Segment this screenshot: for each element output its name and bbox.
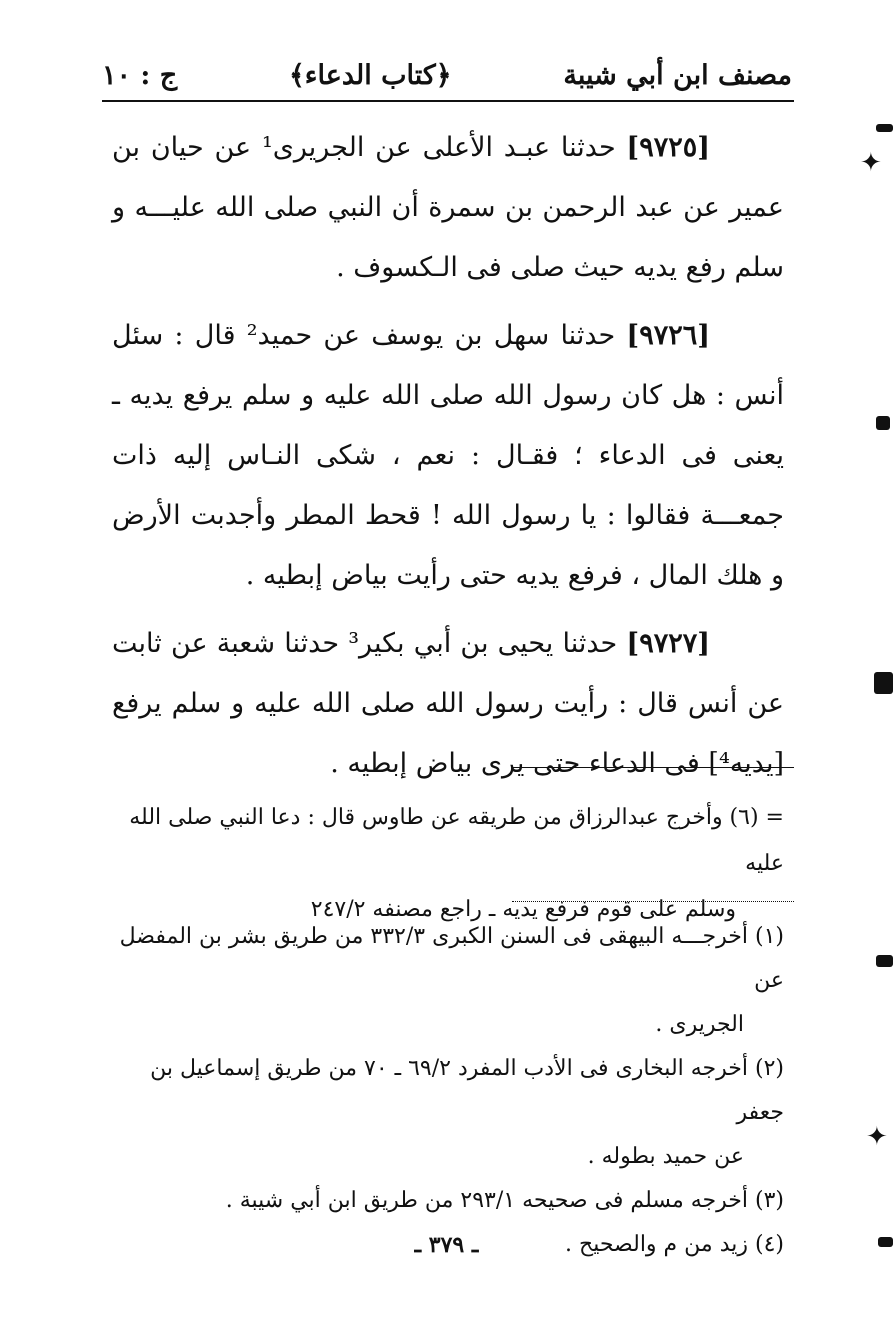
hadith-text: حدثنا يحيى بن أبي بكير³ حدثنا شعبة عن ثابت عن أنس قال : رأيت رسول الله صلى الله عليه و سلم يرفع [يديه⁴] فى الدعاء حتى يرى بياض إبطيه . — [112, 628, 784, 779]
continued-footnote-line: = (٦) وأخرج عبدالرزاق من طريقه عن طاوس قال : دعا النبي صلى الله عليه — [129, 805, 784, 876]
scan-cross-icon: ✦ — [866, 1122, 888, 1152]
footnote-line: (١) أخرجـــه البيهقى فى السنن الكبرى ٣٣٢/٣ من طريق بشر بن المفضل عن — [119, 924, 784, 993]
scan-artifact — [874, 672, 893, 694]
hadith-number: [٩٧٢٦] — [626, 320, 710, 351]
footnote-line: عن حميد بطوله . — [587, 1144, 744, 1169]
volume-number: ج : ١٠ — [102, 59, 178, 91]
hadith-paragraph — [112, 306, 784, 606]
hadith-number: [٩٧٢٧] — [626, 628, 710, 659]
footnote-line: الجريرى . — [655, 1012, 744, 1037]
scan-artifact — [878, 1237, 893, 1247]
continued-footnote-line: وسلم على قوم فرفع يديه ـ راجع مصنفه ٢٤٧/٢ — [310, 897, 736, 922]
footnote — [112, 915, 784, 1047]
hadith-text: حدثنا عبـد الأعلى عن الجريرى¹ عن حيان بن عمير عن عبد الرحمن بن سمرة أن النبي صلى الله عليـــه و سلم رفع يديه حيث صلى فى الـكسوف . — [112, 132, 784, 283]
footnote — [112, 1179, 784, 1223]
running-header — [102, 50, 792, 100]
scan-artifact — [876, 955, 893, 967]
scan-artifact — [876, 416, 890, 430]
scan-artifact — [876, 124, 893, 132]
hadith-text: حدثنا سهل بن يوسف عن حميد² قال : سئل أنس : هل كان رسول الله صلى الله عليه و سلم يرفع يديه ـ يعنى فى الدعاء ؛ فقـال : نعم ، شكى النـاس إليه ذات جمعـــة فقالوا : يا رسول الله ! قحط المطر وأجدبت الأرض و هلك المال ، فرفع يديه حتى رأيت بياض إبطيه . — [112, 320, 785, 591]
footnote-separator — [512, 767, 794, 768]
scan-cross-icon: ✦ — [860, 148, 882, 178]
footnote-line: (٣) أخرجه مسلم فى صحيحه ٢٩٣/١ من طريق ابن أبي شيبة . — [225, 1188, 784, 1213]
chapter-title: ﴿كتاب الدعاء﴾ — [288, 59, 452, 91]
main-text — [112, 118, 784, 802]
continued-footnote — [112, 795, 784, 933]
footnote — [112, 1047, 784, 1179]
hadith-paragraph — [112, 118, 784, 298]
footnote-dotted-separator — [512, 901, 794, 902]
page-number: ـ ٣٧٩ ـ — [414, 1232, 479, 1258]
book-title: مصنف ابن أبي شيبة — [563, 59, 792, 91]
footnotes — [112, 915, 784, 1267]
footnote-line: (٢) أخرجه البخارى فى الأدب المفرد ٦٩/٢ ـ ٧٠ من طريق إسماعيل بن جعفر — [150, 1056, 784, 1125]
hadith-number: [٩٧٢٥] — [626, 132, 710, 163]
footnote-line: (٤) زيد من م والصحيح . — [565, 1232, 784, 1257]
header-rule — [102, 100, 794, 102]
